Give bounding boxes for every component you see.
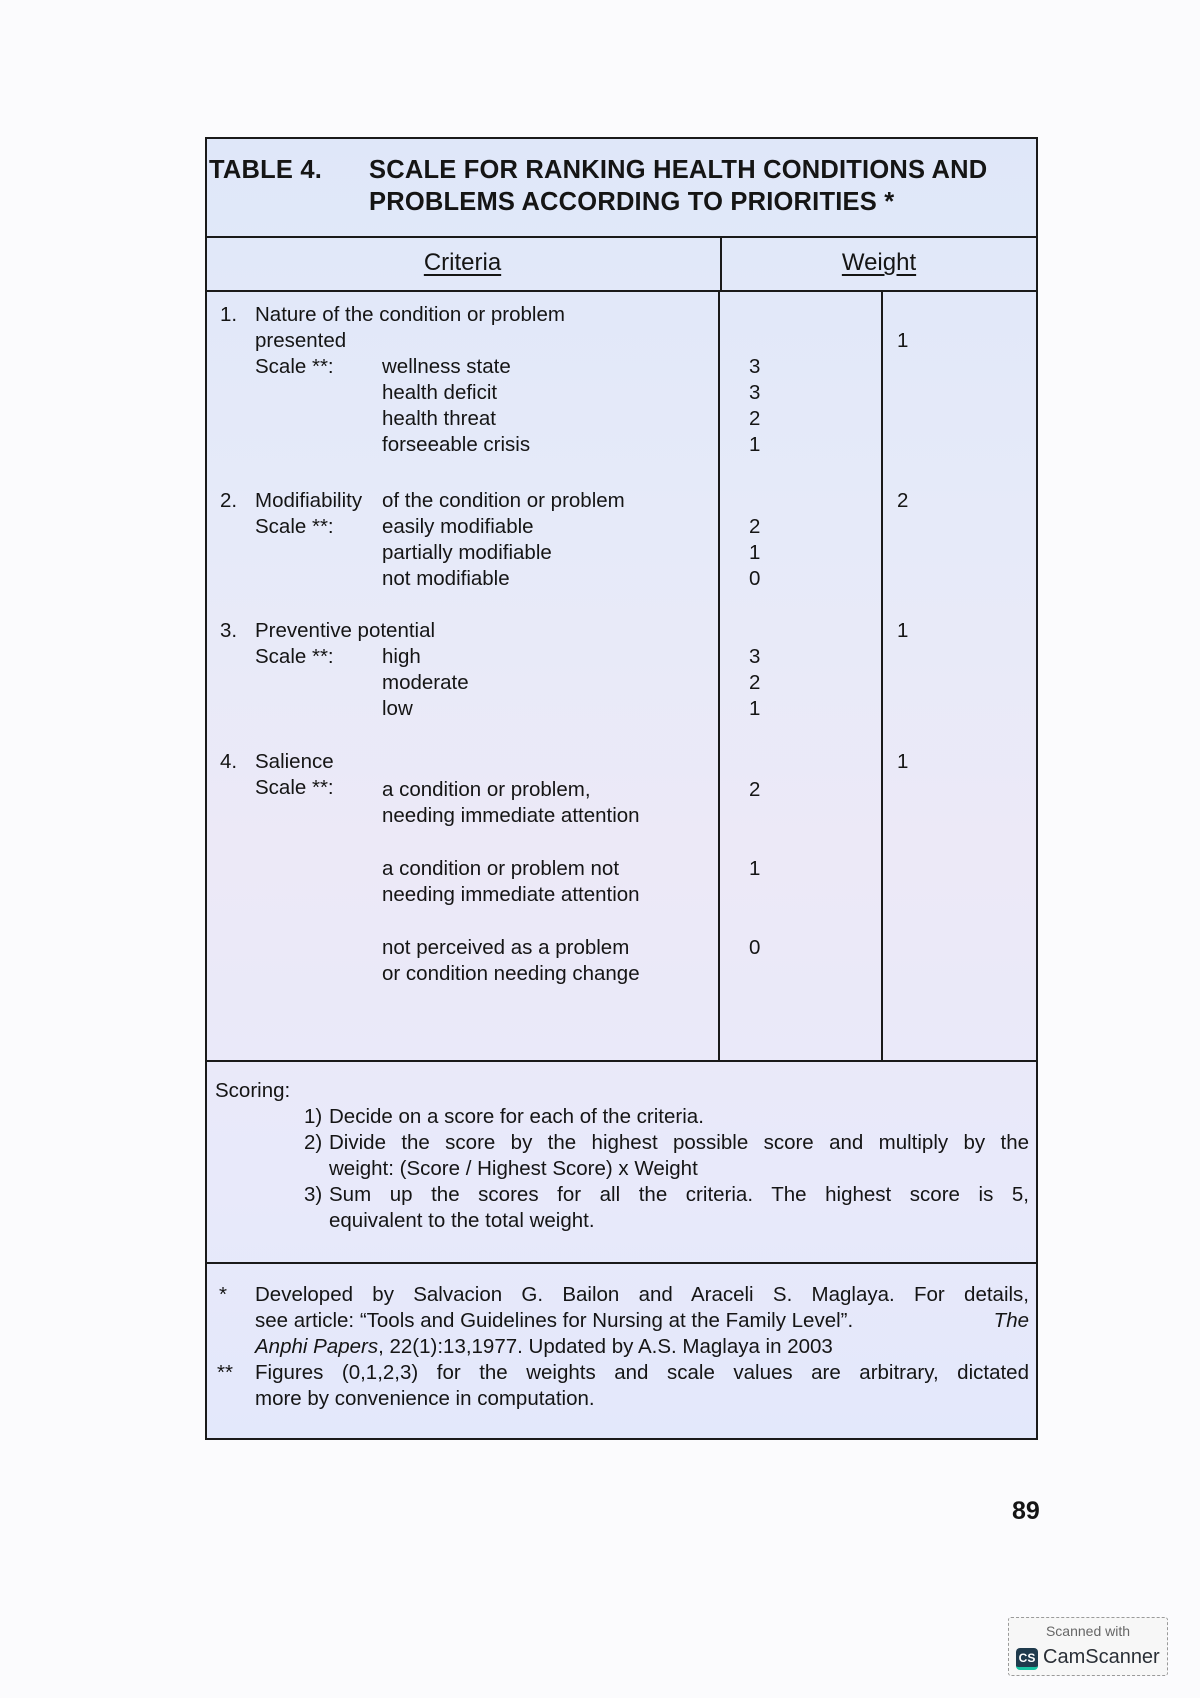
column-divider <box>718 292 720 1060</box>
scale-value: 1 <box>749 541 761 564</box>
criterion-weight: 1 <box>897 750 909 773</box>
scale-value: 2 <box>749 671 761 694</box>
scale-label: Scale **: <box>255 776 334 799</box>
table-header-row <box>207 236 1036 292</box>
scale-value: 1 <box>749 697 761 720</box>
footnote-text-line3 <box>255 1334 833 1360</box>
footnote-text: see article: “Tools and Guidelines for Nursing at the Family Level”. <box>255 1309 854 1332</box>
footnotes <box>207 1264 1036 1438</box>
column-divider <box>881 292 883 1060</box>
scoring-section <box>207 1062 1036 1264</box>
criterion-name: Modifiability <box>255 489 363 512</box>
scale-option-cont: or condition needing change <box>382 962 640 985</box>
footnote-mark: * <box>219 1283 227 1306</box>
table-title-line1: SCALE FOR RANKING HEALTH CONDITIONS AND <box>369 156 988 184</box>
criterion-weight: 1 <box>897 619 909 642</box>
scale-option: forseeable crisis <box>382 433 531 456</box>
scale-label: Scale **: <box>255 645 334 668</box>
table-number: TABLE 4. <box>209 156 323 184</box>
scale-value: 1 <box>749 857 761 880</box>
footnote-journal-title: Anphi Papers <box>255 1335 379 1358</box>
scoring-heading: Scoring: <box>215 1079 291 1102</box>
criteria-body <box>207 292 1036 1062</box>
table-title-line2: PROBLEMS ACCORDING TO PRIORITIES * <box>369 188 895 216</box>
scale-option: low <box>382 697 413 720</box>
scoring-step-number: 2) <box>304 1131 323 1154</box>
criterion-name-cont: of the condition or problem <box>382 489 625 512</box>
watermark-caption: Scanned with <box>1045 1623 1131 1639</box>
scale-option-cont: needing immediate attention <box>382 804 640 827</box>
scale-option: not perceived as a problem <box>382 936 630 959</box>
criterion-index: 3. <box>220 619 238 642</box>
table-title <box>207 139 1036 238</box>
criterion-name: Preventive potential <box>255 619 436 642</box>
scale-option-cont: needing immediate attention <box>382 883 640 906</box>
scale-value: 2 <box>749 778 761 801</box>
scale-value: 0 <box>749 567 761 590</box>
scale-option: health deficit <box>382 381 498 404</box>
priority-ranking-table <box>205 137 1038 1440</box>
camscanner-watermark <box>1008 1617 1168 1676</box>
column-header-weight: Weight <box>841 249 917 276</box>
scale-option: partially modifiable <box>382 541 552 564</box>
footnote-text: Figures (0,1,2,3) for the weights and scale values are arbitrary, dictated <box>255 1361 1029 1384</box>
footnote-text: Developed by Salvacion G. Bailon and Araceli S. Maglaya. For details, <box>255 1283 1029 1306</box>
camscanner-logo-icon: CS <box>1016 1648 1038 1670</box>
criterion-weight: 1 <box>897 329 909 352</box>
watermark-brand: CamScanner <box>1043 1646 1160 1668</box>
criterion-index: 1. <box>220 303 238 326</box>
criterion-name-cont: presented <box>255 329 347 352</box>
criterion-index: 4. <box>220 750 238 773</box>
scale-value: 1 <box>749 433 761 456</box>
scale-value: 3 <box>749 381 761 404</box>
scale-label: Scale **: <box>255 515 334 538</box>
footnote-mark: ** <box>217 1361 233 1384</box>
scale-value: 2 <box>749 407 761 430</box>
scale-option: health threat <box>382 407 496 430</box>
scale-value: 0 <box>749 936 761 959</box>
scale-option: a condition or problem, <box>382 778 591 801</box>
scale-option: a condition or problem not <box>382 857 620 880</box>
page-number: 89 <box>1012 1497 1040 1525</box>
criterion-name: Salience <box>255 750 334 773</box>
scoring-step-number: 1) <box>304 1105 323 1128</box>
scale-value: 3 <box>749 355 761 378</box>
scale-value: 2 <box>749 515 761 538</box>
scoring-step: Divide the score by the highest possible score and multiply by the <box>329 1131 1029 1154</box>
scoring-step-cont: weight: (Score / Highest Score) x Weight <box>329 1157 698 1180</box>
footnote-text: , 22(1):13,1977. Updated by A.S. Maglaya in 2003 <box>378 1335 833 1358</box>
scoring-step-cont: equivalent to the total weight. <box>329 1209 595 1232</box>
scoring-step: Sum up the scores for all the criteria. The highest score is 5, <box>329 1183 1029 1206</box>
column-header-criteria: Criteria <box>423 249 502 276</box>
criterion-weight: 2 <box>897 489 909 512</box>
scale-value: 3 <box>749 645 761 668</box>
scale-label: Scale **: <box>255 355 334 378</box>
criterion-name: Nature of the condition or problem <box>255 303 565 326</box>
scale-option: high <box>382 645 421 668</box>
scoring-step: Decide on a score for each of the criteria. <box>329 1105 704 1128</box>
footnote-text-line2 <box>255 1308 1029 1334</box>
scale-option: not modifiable <box>382 567 510 590</box>
footnote-text: more by convenience in computation. <box>255 1387 595 1410</box>
scale-option: moderate <box>382 671 469 694</box>
footnote-journal-title: The <box>993 1309 1029 1332</box>
criterion-index: 2. <box>220 489 238 512</box>
scale-option: easily modifiable <box>382 515 534 538</box>
scale-option: wellness state <box>382 355 511 378</box>
scoring-step-number: 3) <box>304 1183 323 1206</box>
